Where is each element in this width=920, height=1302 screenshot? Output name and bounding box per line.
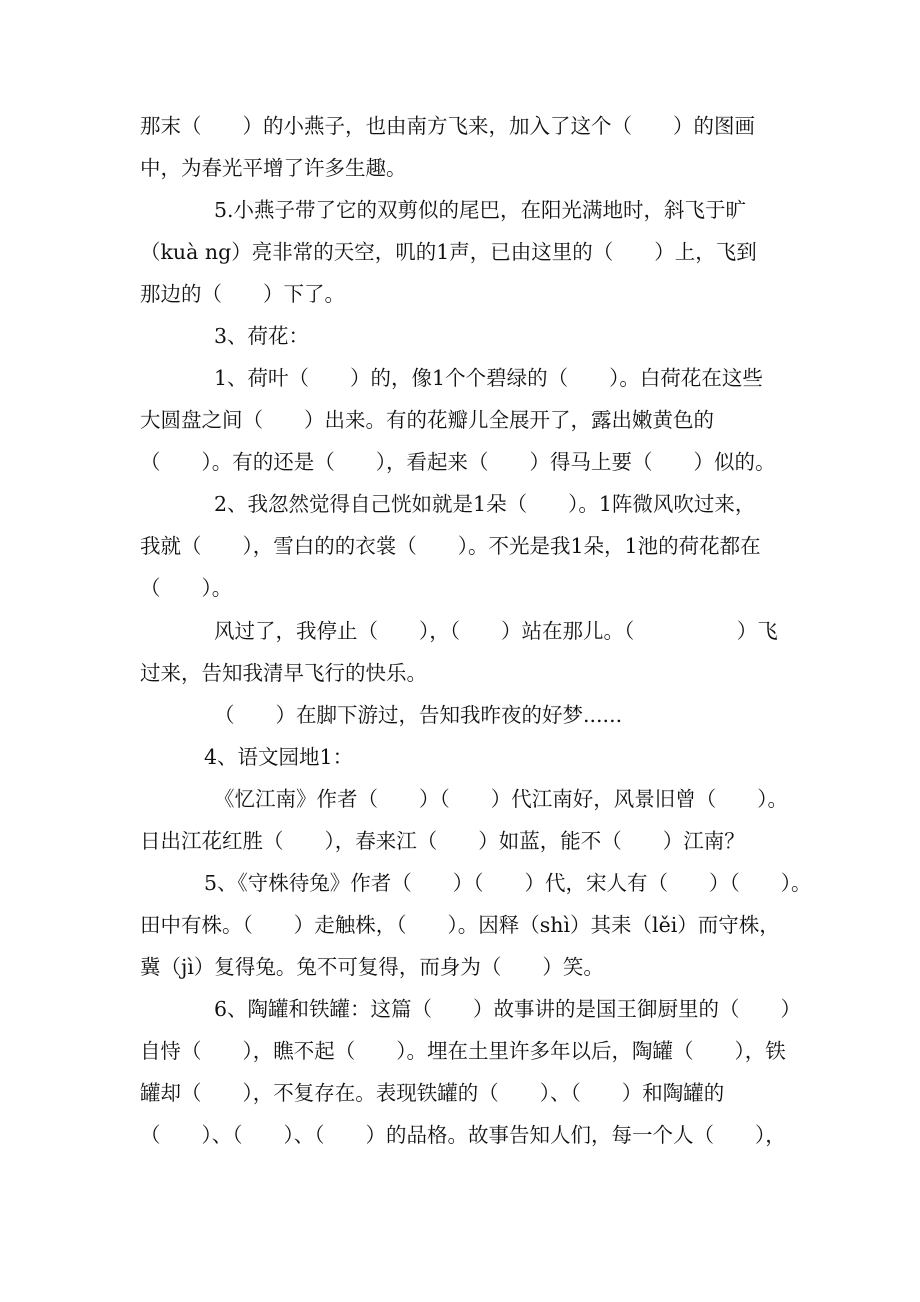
text-line: （ ）。 [140, 576, 233, 600]
text-line: 日出江花红胜（ ），春来江（ ）如蓝，能不（ ）江南？ [140, 829, 745, 853]
text-line: 过来，告知我清早飞行的快乐。 [140, 661, 427, 685]
text-line: （kuà ng）亮非常的天空，叽的1声，已由这里的（ ）上，飞到 [140, 240, 757, 264]
text-line: 风过了，我停止（ ），（ ）站在那儿。（ ）飞 [214, 619, 778, 643]
text-line: 冀（jì）复得兔。兔不可复得，而身为（ ）笑。 [140, 955, 604, 979]
text-line: 5.小燕子带了它的双剪似的尾巴，在阳光满地时，斜飞于旷 [214, 198, 747, 222]
text-line: 自恃（ ），瞧不起（ ）。埋在土里许多年以后，陶罐（ ），铁 [140, 1039, 786, 1063]
section-heading: 3、荷花： [214, 324, 310, 348]
text-line: 那边的（ ）下了。 [140, 282, 345, 306]
text-line: 大圆盘之间（ ）出来。有的花瓣儿全展开了，露出嫩黄色的 [140, 408, 714, 432]
text-line: 1、荷叶（ ）的，像1个个碧绿的（ ）。白荷花在这些 [214, 366, 763, 390]
text-line: 6、陶罐和铁罐：这篇（ ）故事讲的是国王御厨里的（ ） [214, 997, 802, 1021]
text-line: （ ）在脚下游过，告知我昨夜的好梦...... [214, 703, 623, 727]
text-line: 我就（ ），雪白的的衣裳（ ）。不光是我1朵，1池的荷花都在 [140, 534, 761, 558]
text-line: （ ）。有的还是（ ），看起来（ ）得马上要（ ）似的。 [140, 450, 776, 474]
text-line: 《忆江南》作者（ ）（ ）代江南好，风景旧曾（ ）。 [214, 787, 788, 811]
text-line: 中，为春光平增了许多生趣。 [140, 156, 407, 180]
section-heading: 4、语文园地1： [204, 745, 354, 769]
text-line: 那末（ ）的小燕子，也由南方飞来，加入了这个（ ）的图画 [140, 114, 755, 138]
text-line: （ ）、（ ）、（ ）的品格。故事告知人们，每一个人（ ）， [140, 1123, 786, 1147]
text-line: 5、《守株待兔》作者（ ）（ ）代，宋人有（ ）（ ）。 [204, 871, 812, 895]
text-line: 田中有株。（ ）走触株，（ ）。因释（shì）其耒（lěi）而守株， [140, 913, 780, 937]
text-line: 2、我忽然觉得自己恍如就是1朵（ ）。1阵微风吹过来， [214, 492, 756, 516]
text-line: 罐却（ ），不复存在。表现铁罐的（ ）、（ ）和陶罐的 [140, 1081, 725, 1105]
